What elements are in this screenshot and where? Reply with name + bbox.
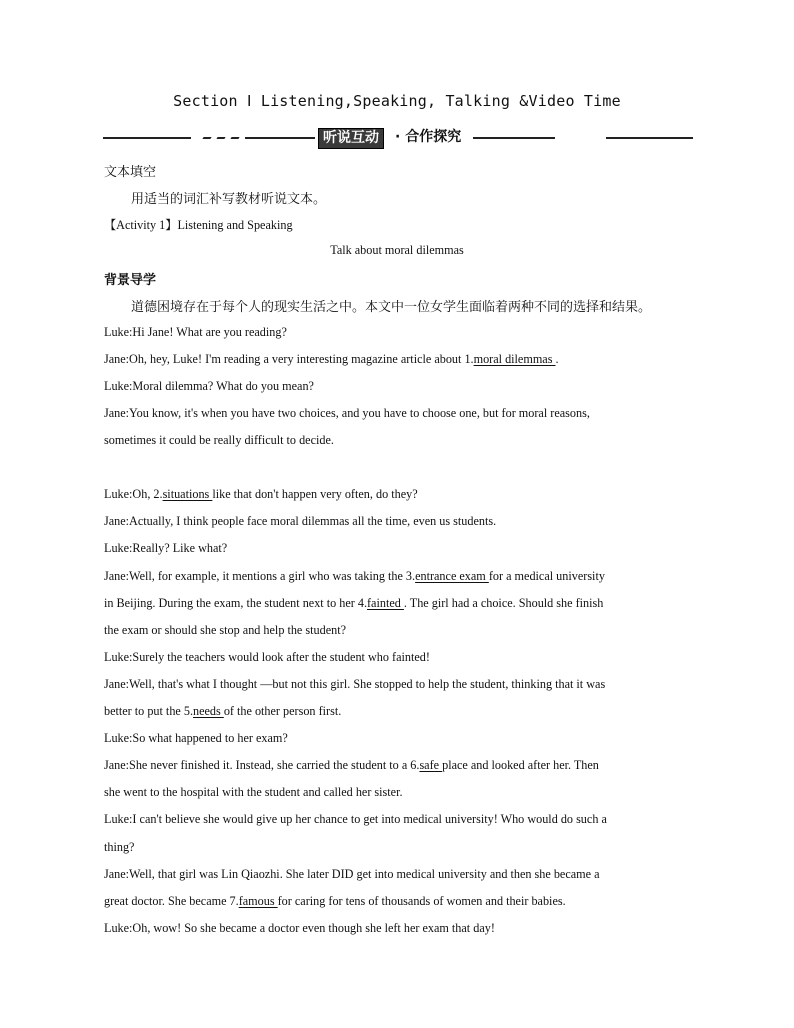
dialogue-line — [104, 677, 605, 692]
dialogue-text: sometimes it could be really difficult to decide. — [104, 433, 334, 447]
answer-blank: safe — [419, 758, 443, 772]
dialogue-line — [104, 514, 496, 529]
dialogue-line — [104, 623, 346, 638]
banner-tag: 听说互动 — [318, 128, 384, 149]
activity-label: 【Activity 1】Listening and Speaking — [104, 218, 293, 232]
section-banner — [103, 127, 693, 149]
banner-dash — [216, 137, 225, 139]
dialogue-text: Luke:Moral dilemma? What do you mean? — [104, 379, 314, 393]
dialogue-line — [104, 487, 418, 502]
dialogue-line — [104, 596, 603, 611]
dialogue-line — [104, 867, 600, 882]
dialogue-line — [104, 894, 566, 909]
dialogue-text: Luke:Oh, 2. — [104, 487, 163, 501]
dialogue-text: . The girl had a choice. Should she finish — [403, 596, 604, 610]
dialogue-line — [104, 569, 605, 584]
dialogue-text: better to put the 5. — [104, 704, 194, 718]
answer-blank: fainted — [367, 596, 404, 610]
dialogue-text: Jane:Oh, hey, Luke! I'm reading a very interesting magazine article about 1. — [104, 352, 474, 366]
dialogue-text: place and looked after her. Then — [442, 758, 599, 772]
dialogue-text: Jane:Actually, I think people face moral dilemmas all the time, even us students. — [104, 514, 497, 528]
dialogue-text: for caring for tens of thousands of women and their babies. — [277, 894, 566, 908]
dialogue-text: great doctor. She became 7. — [104, 894, 239, 908]
answer-blank: entrance exam — [415, 569, 489, 583]
dialogue-line — [104, 406, 590, 421]
instruction-text: 用适当的词汇补写教材听说文本。 — [131, 192, 327, 207]
dialogue-text: Luke:Really? Like what? — [104, 541, 228, 555]
answer-blank: famous — [238, 894, 278, 908]
dialogue-text: in Beijing. During the exam, the student next to her 4. — [104, 596, 367, 610]
dialogue-text: Jane:You know, it's when you have two choices, and you have to choose one, but for moral reasons, — [104, 406, 590, 420]
dialogue-text: Luke:So what happened to her exam? — [104, 731, 288, 745]
banner-dash — [202, 137, 211, 139]
dialogue-text: like that don't happen very often, do they? — [212, 487, 418, 501]
topic-title: Talk about moral dilemmas — [330, 243, 464, 257]
dialogue-line — [104, 379, 314, 394]
dialogue-text: the exam or should she stop and help the student? — [104, 623, 347, 637]
dialogue-line — [104, 840, 134, 855]
dialogue-line — [104, 785, 403, 800]
background-text: 道德困境存在于每个人的现实生活之中。本文中一位女学生面临着两种不同的选择和结果。 — [131, 300, 652, 315]
banner-rule-mid — [245, 137, 315, 139]
dialogue-line — [104, 541, 227, 556]
dialogue-text: Jane:Well, for example, it mentions a girl who was taking the 3. — [104, 569, 416, 583]
dialogue-line — [104, 352, 559, 367]
dialogue-line — [104, 650, 430, 665]
dialogue-text: Luke:I can't believe she would give up her chance to get into medical university! Who would do such a — [104, 812, 607, 826]
dialogue-line — [104, 704, 341, 719]
dialogue-text: Luke:Oh, wow! So she became a doctor even though she left her exam that day! — [104, 921, 495, 935]
dialogue-line — [104, 731, 288, 746]
dialogue-line — [104, 812, 607, 827]
dialogue-line — [104, 433, 334, 448]
dialogue-text: Jane:Well, that girl was Lin Qiaozhi. She later DID get into medical university and then she became a — [104, 867, 600, 881]
dialogue-text: Jane:She never finished it. Instead, she carried the student to a 6. — [104, 758, 420, 772]
answer-blank: situations — [162, 487, 213, 501]
banner-tag-suffix: · 合作探究 — [395, 129, 462, 145]
background-heading: 背景导学 — [104, 273, 157, 288]
dialogue-text: . — [555, 352, 559, 366]
answer-blank: moral dilemmas — [473, 352, 556, 366]
banner-rule-far-right — [606, 137, 693, 139]
section-heading: 文本填空 — [104, 165, 157, 180]
dialogue-text: of the other person first. — [223, 704, 342, 718]
dialogue-text: Jane:Well, that's what I thought —but not this girl. She stopped to help the student, thinking that it was — [104, 677, 606, 691]
dialogue-line — [104, 325, 287, 340]
dialogue-text: Luke:Hi Jane! What are you reading? — [104, 325, 287, 339]
dialogue-line — [104, 921, 495, 936]
section-title: Section Ⅰ Listening,Speaking, Talking &Video Time — [173, 92, 621, 110]
banner-rule-right — [473, 137, 555, 139]
dialogue-text: for a medical university — [488, 569, 605, 583]
dialogue-text: she went to the hospital with the student and called her sister. — [104, 785, 403, 799]
banner-rule-left — [103, 137, 191, 139]
answer-blank: needs — [193, 704, 224, 718]
dialogue-text: Luke:Surely the teachers would look after the student who fainted! — [104, 650, 430, 664]
banner-dash — [230, 137, 239, 139]
dialogue-line — [104, 758, 599, 773]
dialogue-text: thing? — [104, 840, 135, 854]
